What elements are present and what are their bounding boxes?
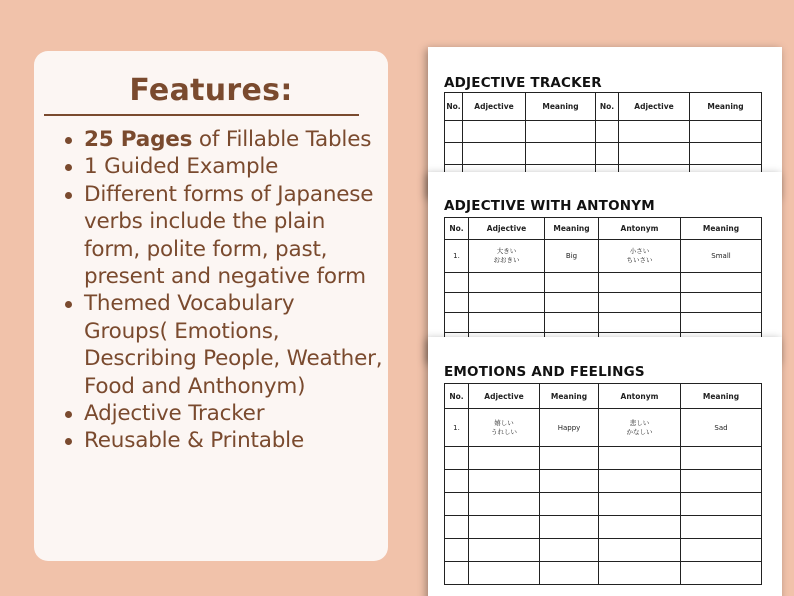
feature-text: of Fillable Tables	[192, 127, 372, 152]
antonym-kana: ちいさい	[626, 256, 653, 264]
table-row[interactable]	[445, 539, 762, 562]
col-header: Adjective	[463, 93, 526, 121]
table-row[interactable]	[445, 562, 762, 585]
col-header: Adjective	[619, 93, 690, 121]
adjective-kana: うれしい	[491, 427, 517, 436]
col-header: Antonym	[599, 384, 681, 409]
col-header: Meaning	[681, 384, 762, 409]
col-header: Antonym	[599, 218, 681, 240]
emotions-feelings-table	[444, 383, 762, 585]
feature-text: Different forms of Japanese verbs include the plain form, polite form, past, present and negative form	[84, 181, 374, 290]
row-number: 1.	[445, 409, 469, 447]
sheet-title: EMOTIONS AND FEELINGS	[444, 364, 645, 380]
feature-item	[84, 153, 384, 180]
col-header: Meaning	[690, 93, 762, 121]
col-header: Adjective	[469, 218, 545, 240]
col-header: No.	[445, 384, 469, 409]
emotions-feelings-sheet	[428, 337, 782, 596]
feature-text: 1 Guided Example	[84, 154, 279, 180]
col-header: Adjective	[469, 384, 540, 409]
col-header: Meaning	[526, 93, 596, 121]
col-header: No.	[445, 218, 469, 240]
bullet-icon	[65, 438, 72, 445]
table-row[interactable]	[445, 143, 762, 165]
feature-text: Reusable & Printable	[84, 428, 304, 454]
antonym-cell	[599, 409, 681, 447]
adjective-cell	[469, 240, 545, 273]
table-row[interactable]	[445, 293, 762, 313]
example-row	[445, 240, 762, 273]
features-card	[34, 51, 388, 561]
adjective-kanji: 大きい	[496, 247, 517, 255]
features-list	[84, 126, 384, 455]
col-header: No.	[596, 93, 619, 121]
bullet-icon	[65, 301, 72, 308]
table-row[interactable]	[445, 273, 762, 293]
sheet-title: ADJECTIVE TRACKER	[444, 75, 602, 91]
example-row	[445, 409, 762, 447]
meaning-cell: Big	[545, 240, 599, 273]
feature-item	[84, 181, 384, 291]
col-header: No.	[445, 93, 463, 121]
adjective-antonym-table	[444, 217, 762, 353]
meaning-cell: Happy	[540, 409, 599, 447]
row-number: 1.	[445, 240, 469, 273]
table-row[interactable]	[445, 516, 762, 539]
antonym-kanji: 悲しい	[629, 418, 650, 427]
bullet-icon	[65, 411, 72, 418]
col-header: Meaning	[540, 384, 599, 409]
feature-item	[84, 126, 384, 153]
feature-item	[84, 290, 384, 400]
sheet-title: ADJECTIVE WITH ANTONYM	[444, 198, 655, 214]
antonym-kanji: 小さい	[629, 247, 650, 255]
adjective-kana: おおきい	[493, 256, 520, 264]
adjective-antonym-sheet	[428, 172, 782, 362]
feature-text: Adjective Tracker	[84, 401, 265, 427]
table-row[interactable]	[445, 470, 762, 493]
feature-bold: 25 Pages	[84, 127, 193, 152]
table-row[interactable]	[445, 313, 762, 333]
adjective-kanji: 嬉しい	[494, 418, 514, 427]
adjective-cell	[469, 409, 540, 447]
antonym-meaning-cell: Sad	[681, 409, 762, 447]
feature-item	[84, 427, 384, 454]
title-divider	[44, 114, 359, 116]
feature-text: Themed Vocabulary Groups( Emotions, Describing People, Weather, Food and Anthonym)	[84, 291, 383, 399]
table-row[interactable]	[445, 493, 762, 516]
bullet-icon	[65, 137, 72, 144]
antonym-cell	[599, 240, 681, 273]
antonym-kana: かなしい	[626, 427, 653, 436]
col-header: Meaning	[545, 218, 599, 240]
table-row[interactable]	[445, 121, 762, 143]
features-title: Features:	[129, 73, 293, 108]
table-row[interactable]	[445, 447, 762, 470]
col-header: Meaning	[681, 218, 762, 240]
feature-item	[84, 400, 384, 427]
bullet-icon	[65, 164, 72, 171]
bullet-icon	[65, 192, 72, 199]
antonym-meaning-cell: Small	[681, 240, 762, 273]
